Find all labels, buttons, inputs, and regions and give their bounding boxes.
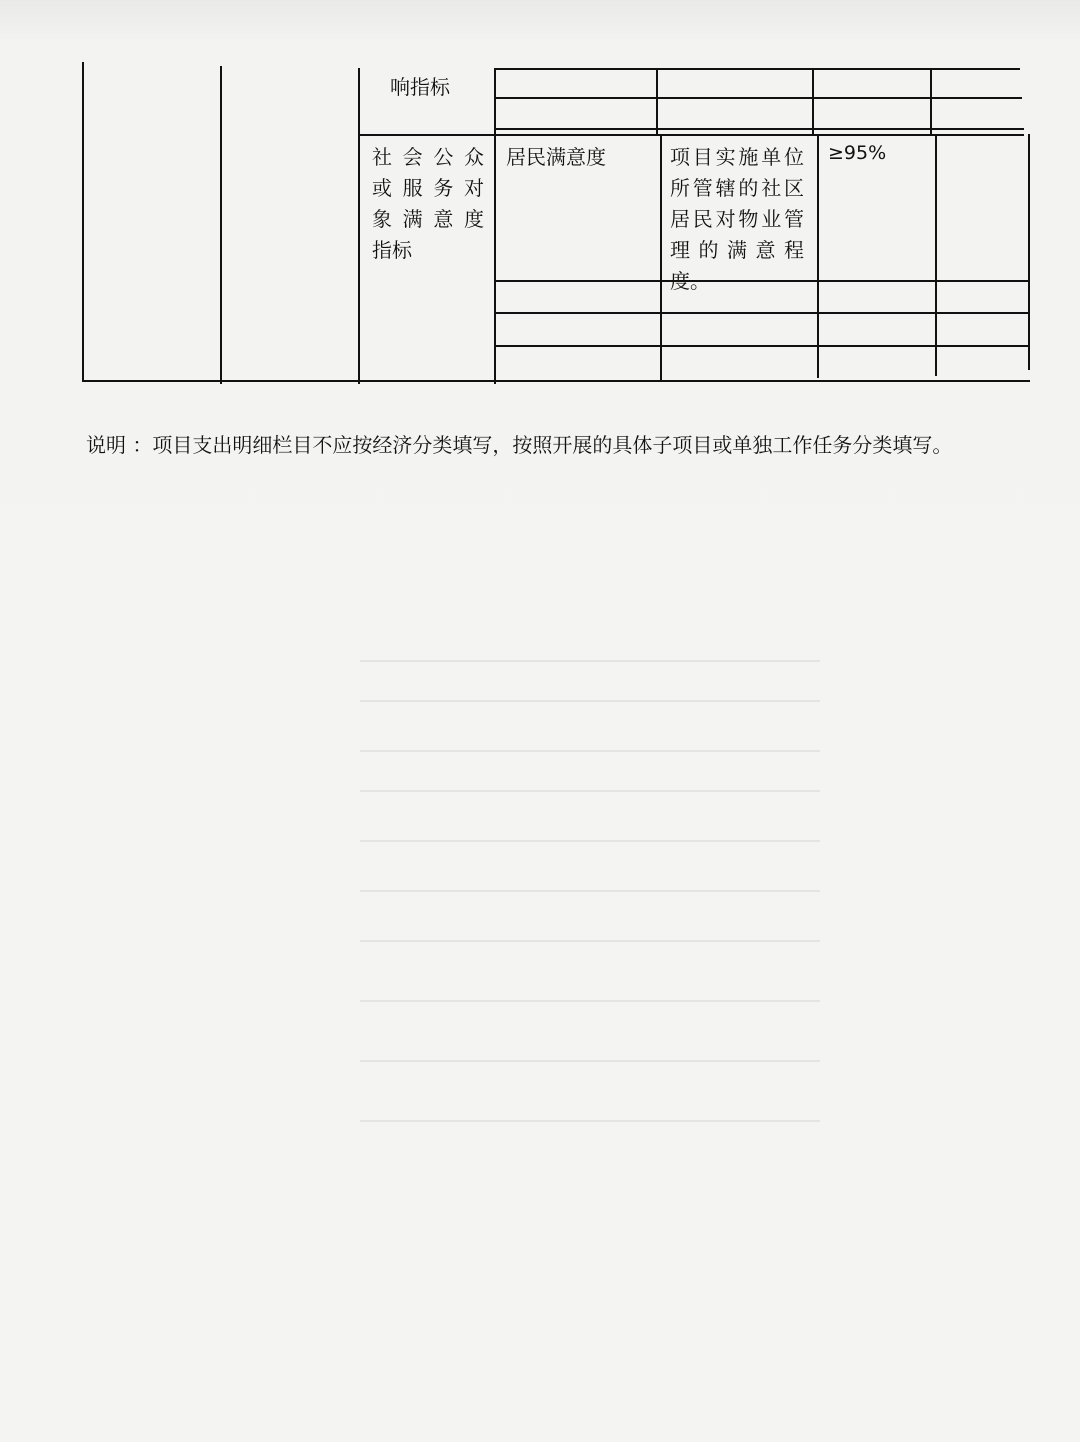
satisfaction-line-1: 社会公众 [372,145,484,169]
description-line-3: 居民对物业管 [670,207,804,231]
table-border-left [82,62,84,382]
description-line-1: 项目实施单位 [670,145,804,169]
bleed-through-ghost [360,640,820,1360]
cell-indicator-satisfaction [372,142,484,266]
table-border-right [1028,134,1030,370]
table-row-line-e [494,312,1030,314]
description-line-4: 理的满意程 [670,238,804,262]
cell-indicator-response: 响指标 [390,75,450,99]
table-row-line-f [494,345,1030,347]
cell-target-value: ≥95% [828,142,887,164]
table-col-line-3 [494,70,496,384]
table-col-line-4b [660,134,662,380]
satisfaction-line-2: 或服务对 [372,176,484,200]
table-col-line-4 [656,70,658,134]
table-col-line-5 [812,70,814,134]
table-col-line-5b [817,134,819,378]
table-row-line-top [494,68,1020,70]
table-row-line-a [494,97,1022,99]
cell-satisfaction-description [670,142,804,297]
table-col-line-6b [935,134,937,376]
table-col-line-6 [930,68,932,134]
table-row-line-b [358,134,1024,136]
description-line-2: 所管辖的社区 [670,176,804,200]
table-col-line-2 [358,68,360,384]
table-border-bottom [82,380,1030,382]
cell-resident-satisfaction: 居民满意度 [506,145,606,169]
explanation-note: 说明 ：项目支出明细栏目不应按经济分类填写，按照开展的具体子项目或单独工作任务分类填写。 [86,433,953,457]
satisfaction-line-3: 象满意度 [372,207,484,231]
table-row-line-c [494,128,1024,130]
satisfaction-line-4: 指标 [372,238,412,262]
table-col-line-1 [220,66,222,384]
description-line-5: 度。 [670,269,710,293]
